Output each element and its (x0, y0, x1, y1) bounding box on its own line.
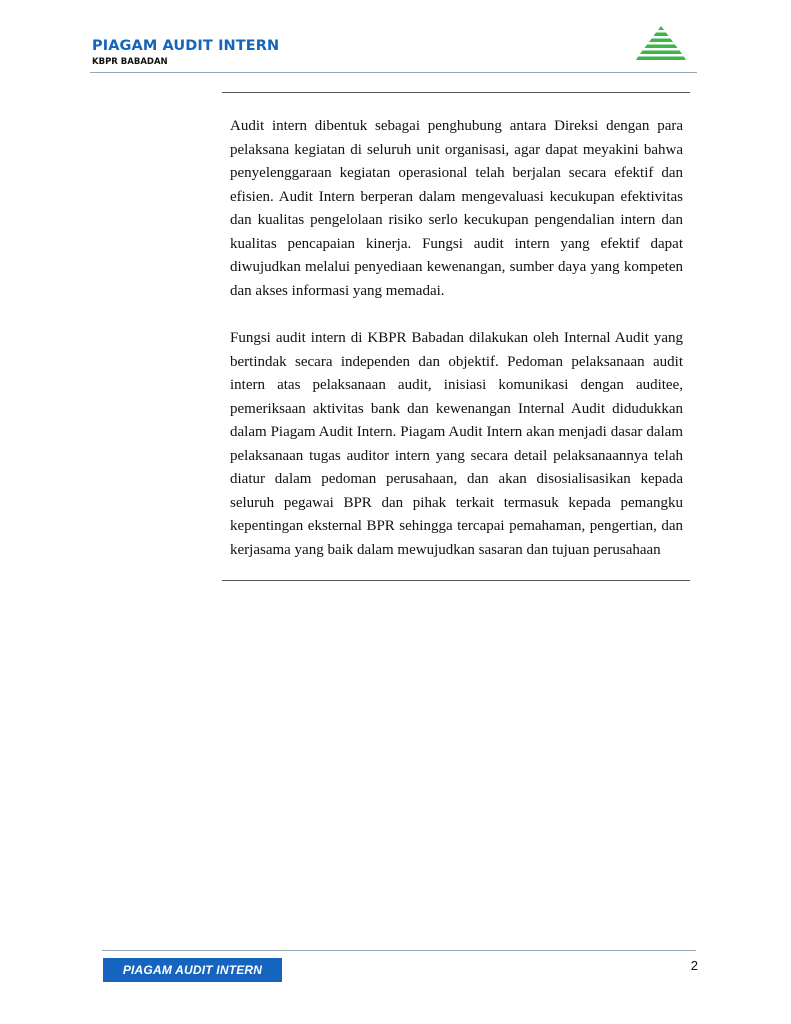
paragraph: Audit intern dibentuk sebagai penghubung antara Direksi dengan para pelaksana kegiatan di seluruh unit organisasi, agar dapat meyakini bahwa penyelenggaraan kegiatan operasional telah berjalan secara efektif dan efisien. Audit Intern berperan dalam mengevaluasi kecukupan efektivitas dan kualitas pengelolaan risiko serlo kecukupan pengendalian intern dan kualitas pencapaian kinerja. Fungsi audit intern yang efektif dapat diwujudkan melalui penyediaan kewenangan, sumber daya yang kompeten dan akses informasi yang memadai. (230, 118, 683, 299)
header-title: PIAGAM AUDIT INTERN (92, 38, 280, 54)
content-top-rule (222, 92, 690, 93)
body-text (230, 115, 683, 586)
pyramid-logo-icon (636, 24, 686, 64)
header-divider (90, 72, 697, 73)
paragraph: Fungsi audit intern di KBPR Babadan dilakukan oleh Internal Audit yang bertindak secara independen dan objektif. Pedoman pelaksanaan audit intern atas pelaksanaan audit, inisiasi komunikasi dengan auditee, pemeriksaan aktivitas bank dan kewenangan Internal Audit didudukkan dalam Piagam Audit Intern. Piagam Audit Intern akan menjadi dasar dalam pelaksanaan tugas auditor intern yang secara detail pelaksanaannya telah diatur dalam pedoman perusahaan, dan akan disosialisasikan kepada seluruh pegawai BPR dan pihak terkait termasuk kepada pemangku kepentingan eksternal BPR sehingga tercapai pemahaman, pengertian, dan kerjasama yang baik dalam mewujudkan sasaran dan tujuan perusahaan (230, 330, 683, 558)
footer-divider (102, 950, 696, 951)
header-subtitle: KBPR BABADAN (92, 57, 168, 67)
content-bottom-rule (222, 580, 690, 581)
footer-badge: PIAGAM AUDIT INTERN (103, 958, 282, 982)
page-number: 2 (690, 958, 698, 973)
